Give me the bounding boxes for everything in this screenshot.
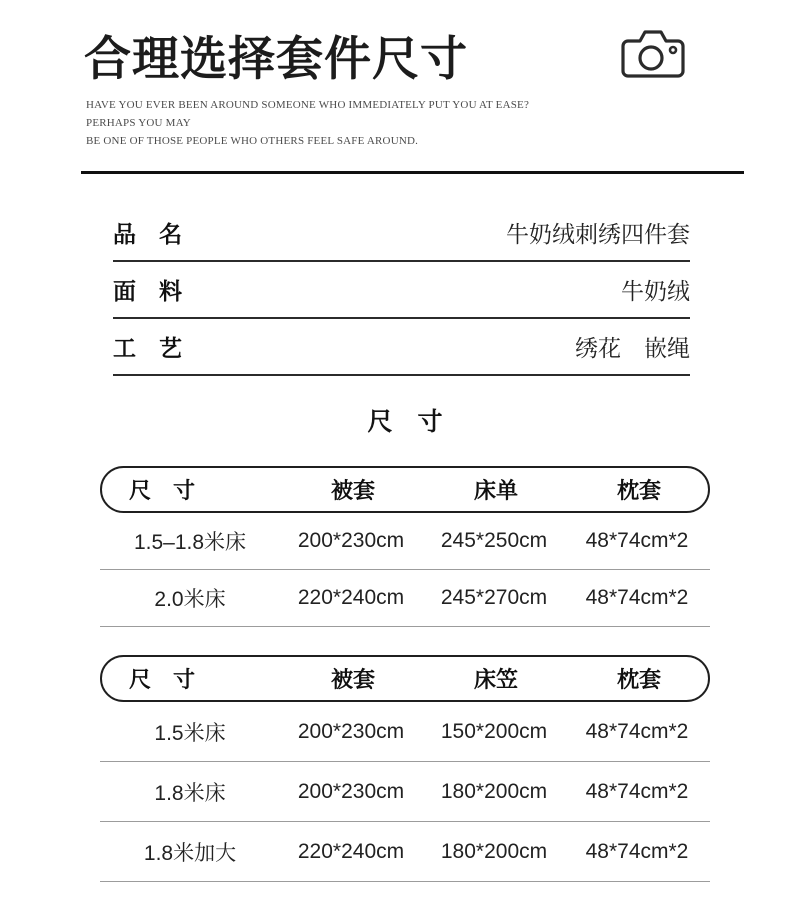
spec-label-fabric: 面 料 [113,278,182,304]
subtitle-line-1: HAVE YOU EVER BEEN AROUND SOMEONE WHO IMMEDIATELY PUT YOU AT EASE? PERHAPS YOU MAY [86,99,530,129]
table-header-size: 尺 寸 [129,478,196,503]
table-header-pillowcase: 枕套 [616,667,661,692]
table-row [100,702,710,762]
header-divider [81,171,744,174]
cell-bed-size: 1.5–1.8米床 [133,531,247,554]
cell-sheet-size: 245*270cm [440,586,548,609]
cell-pillow-size: 48*74cm*2 [585,779,689,803]
cell-fitted-size: 180*200cm [440,779,548,803]
table-header-row [100,655,710,702]
cell-fitted-size: 150*200cm [440,719,548,743]
cell-pillow-size: 48*74cm*2 [585,719,689,743]
cell-sheet-size: 245*250cm [440,529,548,552]
spec-row-fabric [113,262,690,319]
table-header-fitted-sheet: 床笠 [473,667,518,692]
cell-duvet-size: 200*230cm [297,529,405,552]
subtitle-text [86,96,556,150]
spec-value-craft: 绣花 嵌绳 [575,335,690,361]
table-header-flat-sheet: 床单 [473,478,518,503]
spec-value-product-name: 牛奶绒刺绣四件套 [506,221,690,247]
cell-duvet-size: 220*240cm [297,839,405,863]
cell-bed-size: 1.8米加大 [143,841,237,865]
table-row [100,762,710,822]
size-table-fitted-sheet [100,655,710,882]
camera-icon-svg [620,28,686,80]
spec-label-product-name: 品 名 [113,221,182,247]
spec-value-fabric: 牛奶绒 [621,278,690,304]
cell-bed-size: 1.5米床 [154,721,226,745]
product-spec-list [113,205,690,376]
table-header-duvet-cover: 被套 [330,667,375,692]
spec-row-product-name [113,205,690,262]
page-title: 合理选择套件尺寸 [84,32,468,85]
spec-label-craft: 工 艺 [113,335,182,361]
camera-icon [620,28,690,84]
cell-duvet-size: 200*230cm [297,779,405,803]
cell-pillow-size: 48*74cm*2 [585,586,689,609]
size-section-heading: 尺 寸 [367,408,443,436]
table-row [100,822,710,882]
size-table-sheet [100,466,710,627]
cell-duvet-size: 220*240cm [297,586,405,609]
cell-pillow-size: 48*74cm*2 [585,839,689,863]
table-row [100,513,710,570]
subtitle-line-2: BE ONE OF THOSE PEOPLE WHO OTHERS FEEL SAFE AROUND. [86,135,419,147]
spec-row-craft [113,319,690,376]
table-header-duvet-cover: 被套 [330,478,375,503]
cell-pillow-size: 48*74cm*2 [585,529,689,552]
table-header-row [100,466,710,513]
table-header-size: 尺 寸 [129,667,196,692]
table-header-pillowcase: 枕套 [616,478,661,503]
cell-duvet-size: 200*230cm [297,719,405,743]
cell-fitted-size: 180*200cm [440,839,548,863]
table-row [100,570,710,627]
cell-bed-size: 2.0米床 [154,588,226,611]
cell-bed-size: 1.8米床 [154,781,226,805]
